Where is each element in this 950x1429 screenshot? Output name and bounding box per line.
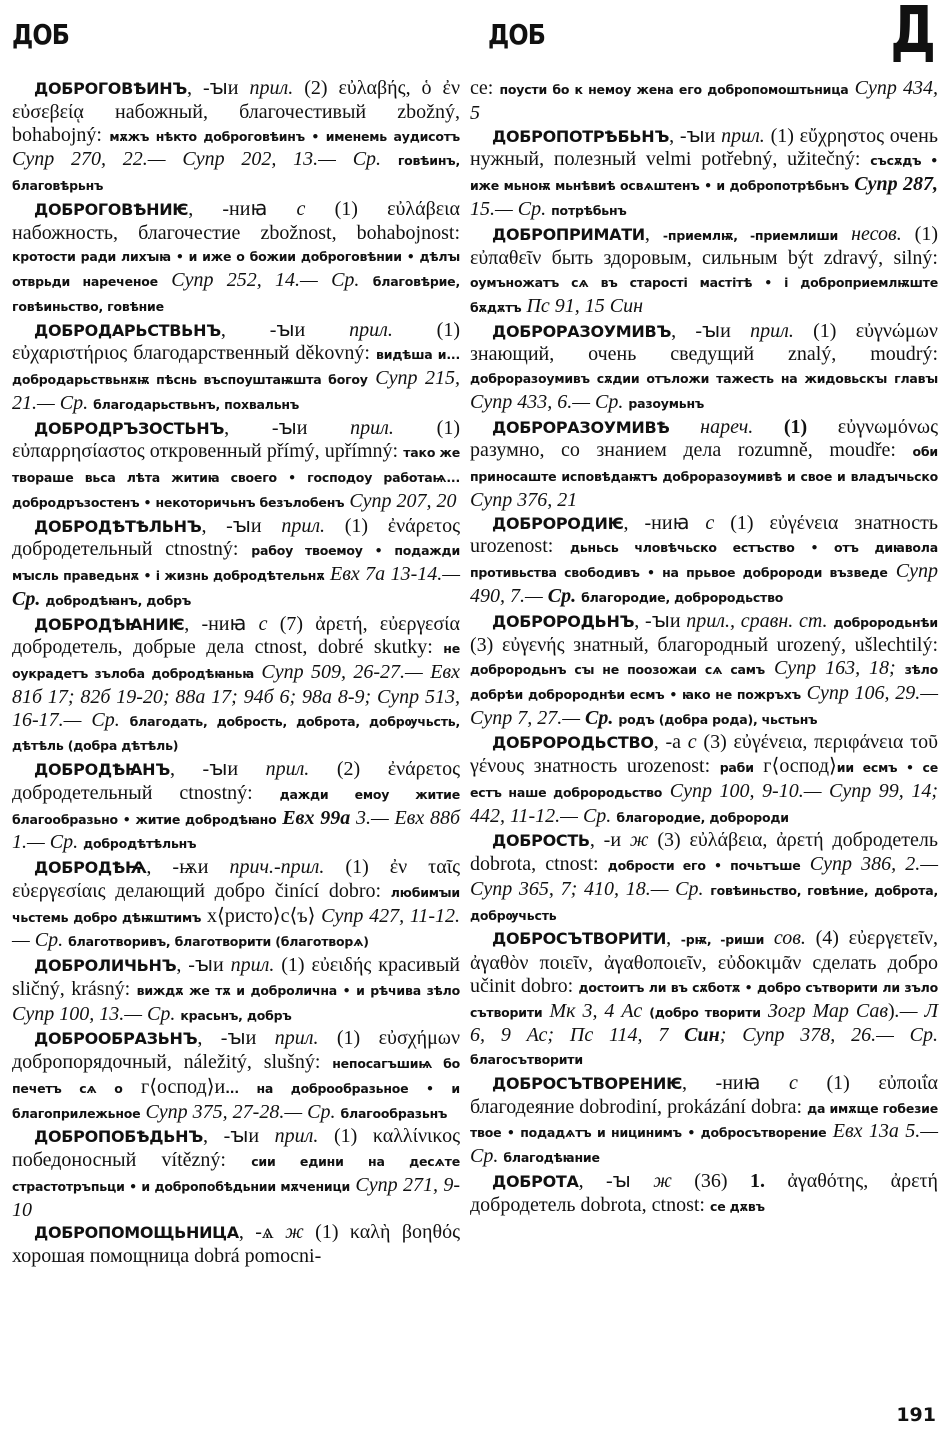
definition-text: , -ниꙗ	[682, 1071, 790, 1094]
headword: ДОБРОЛИЧЬНЪ	[34, 956, 177, 975]
headword: ДОБРОРАЗОУМИВѢ	[492, 417, 670, 437]
headword: ДОБРОДѢТѢЛЬНЪ	[34, 516, 202, 536]
grammar-or-citation: .— Л 6, 9 Ас; Пс 114, 7	[470, 999, 939, 1047]
dictionary-entry	[470, 829, 938, 927]
dictionary-entry	[12, 1125, 460, 1221]
church-slavonic-quote: се дѫвъ	[709, 1198, 765, 1214]
grammar-or-citation: ж	[285, 1221, 304, 1244]
church-slavonic-quote: мѫжъ нѣкто доброговѣинъ • именемь аудисотъ	[109, 128, 460, 144]
church-slavonic-quote: непосагъшиѩ бо печетъ сѧ о	[12, 1056, 461, 1096]
definition-text: (3) εὐγενής знатный, благородный urozený, ušlechtilý:	[470, 634, 938, 657]
headword: ДОБРОСЪТВОРИТИ	[492, 929, 667, 949]
definition-text: г⟨оспод⟩	[753, 755, 837, 777]
church-slavonic-quote: благодарьствьнъ, похвальнъ	[93, 396, 300, 412]
church-slavonic-quote: говѣиньство, говѣние, доброта, добрѹчьсть	[470, 882, 938, 923]
church-slavonic-quote: любимꙑи чьстемь добро дѣѭштимъ	[12, 884, 460, 925]
definition-text: , -ꙑи	[176, 954, 231, 976]
church-slavonic-quote: благородие, добророди	[616, 809, 789, 825]
definition-text: ἀγαθότης, ἀρετή добродетель dobrota, ctnost:	[470, 1169, 938, 1216]
definition-text: ,	[666, 927, 681, 950]
grammar-or-citation: прил.	[349, 318, 393, 341]
definition-text: (1) εὐλάβεια набожность, благочестие zbožnost, bohabojnost:	[12, 197, 460, 244]
church-slavonic-quote: ... на доброобразьное • и благоприлежьное	[12, 1080, 460, 1121]
grammar-or-citation: с	[687, 731, 697, 754]
church-slavonic-quote: кротости ради лихꙑꙗ • и иже о божии доброговѣнии • дѣлꙑ отврьди нареченое	[12, 249, 460, 289]
grammar-or-citation: с	[258, 612, 268, 635]
church-slavonic-quote: разоумьнъ	[628, 395, 705, 411]
grammar-or-citation: Супр 100, 9-10.— Супр 99, 14; 442, 11-12.— Ср.	[470, 779, 938, 827]
church-slavonic-quote: красьнъ, добръ	[180, 1007, 292, 1023]
definition-text: (2) εὐλαβής, ὁ ἐν εὐσεβείᾳ набожный, благочестивый zbožný, bohabojný:	[12, 77, 460, 146]
church-slavonic-quote: съсѫдъ • иже мьноѭ мьнѣвиѣ освѧштенъ • и добропотрѣбьнъ	[470, 153, 939, 193]
grammar-or-citation: Супр 433, 6.— Ср.	[470, 390, 629, 413]
church-slavonic-quote: оби приносаште исповѣдаѭтъ доброразоумивѣ и свое и владꙑчьско	[470, 444, 938, 484]
grammar-or-citation: ; Супр 378, 26.— Ср.	[719, 1024, 938, 1047]
grammar-or-citation: прил.	[750, 319, 794, 342]
bold-italic-text: Супр 287,	[848, 173, 938, 195]
grammar-or-citation: прил.	[274, 1027, 319, 1050]
headword: ДОБРОДѢꙖНИѤ	[34, 614, 185, 634]
church-slavonic-quote: потрѣбьнъ	[551, 202, 627, 218]
definition-text: , -ꙑи	[202, 1125, 275, 1148]
definition-text: (1) εὐποιΐα благодеяние dobrodiní, prokázání dobra:	[470, 1071, 938, 1118]
grammar-or-citation: Зогр Мар Сав	[760, 999, 889, 1022]
church-slavonic-quote: дьньсь чловѣчьско естъство • отъ диꙗвола противьства свободивъ • на прьвое добророди възведе	[470, 540, 938, 580]
running-head-right: ДОБ	[488, 18, 546, 51]
church-slavonic-quote: -рѭ, -риши	[680, 932, 765, 948]
headword: ДОБРОДѢꙖНЪ	[34, 760, 170, 779]
church-slavonic-quote: видѣша и... добродарьствьнѫѭ пѣснь въспоуштаѭшта богоу	[12, 347, 461, 387]
dictionary-entry	[12, 77, 460, 198]
church-slavonic-quote: добродѣꙗнъ, добръ	[45, 592, 192, 608]
running-head-left: ДОБ	[12, 18, 70, 51]
grammar-or-citation: прил.	[230, 954, 275, 976]
headword: ДОБРОПОБѢДЬНЪ	[34, 1127, 203, 1147]
bold-italic-text: Ср.	[547, 584, 582, 607]
definition-text: , -ꙑи	[634, 609, 687, 632]
grammar-or-citation: Супр 100, 13.— Ср.	[12, 1002, 181, 1025]
definition-text: , -ѭи	[146, 856, 230, 878]
church-slavonic-quote: рабоу твоемоу • подажди мꙑсль праведьнѫ • і жизнь добродѣтельнѫ	[12, 543, 460, 583]
definition-text: , -и	[589, 829, 630, 852]
church-slavonic-quote: добродѣтѣльнъ	[83, 836, 197, 852]
church-slavonic-quote: благосътворити	[470, 1052, 583, 1067]
headword: ДОБРОДѢѨ	[34, 858, 147, 877]
church-slavonic-quote: благодѣꙗние	[503, 1150, 600, 1165]
grammar-or-citation: Супр 490, 7.—	[470, 560, 939, 607]
grammar-or-citation: Супр 270, 22.— Супр 202, 13.— Ср.	[12, 148, 398, 171]
definition-text: (3) εὐλάβεια, ἀρετή добродетель dobrota, ctnost:	[470, 829, 938, 875]
definition-text: , -а	[653, 731, 688, 754]
definition-text: (1) ἐνάρετος добродетельный ctnostný:	[12, 514, 460, 561]
grammar-or-citation: несов.	[838, 222, 902, 245]
grammar-or-citation: ж	[653, 1169, 672, 1192]
dictionary-entry	[470, 125, 938, 223]
definition-text: , -ꙑи	[669, 124, 722, 147]
dictionary-entry	[470, 927, 938, 1072]
headword: ДОБРОРАЗОУМИВЪ	[492, 321, 672, 341]
grammar-or-citation: Супр 252, 14.— Ср.	[157, 269, 373, 291]
grammar-or-citation: Супр 434, 5	[470, 77, 939, 124]
definition-text: , -ꙑи	[169, 758, 266, 780]
headword: ДОБРОРОДИѤ	[492, 513, 624, 533]
church-slavonic-quote: да имѫще гобезие твое • подадѧтъ и ницинимъ • добросътворение	[470, 1100, 938, 1141]
definition-text: (36)	[671, 1169, 750, 1192]
church-slavonic-quote: виждѫ же тѫ и добролична • и рѣчива зѣло	[136, 982, 460, 998]
dictionary-entry	[470, 1170, 938, 1219]
church-slavonic-quote: добрости его • почьтъше	[607, 858, 801, 873]
church-slavonic-quote: доброразоумивъ сѫдии отъложи тажесть на жидовьскꙑ главꙑ	[470, 371, 938, 386]
church-slavonic-quote: доброродьнъ сꙑ не поозожаи сѧ самъ	[470, 662, 766, 677]
church-slavonic-quote: поусти бо к немоу жена его добропомоштьница	[499, 82, 849, 97]
grammar-or-citation: Супр 376, 21	[470, 488, 578, 511]
definition-text: (1) καλὴ βοηθός хорошая помощница dobrá pomocni-	[12, 1221, 460, 1267]
headword: ДОБРОРОДЬНЪ	[492, 611, 635, 631]
church-slavonic-quote: -приемлѭ, -приемлиши	[662, 227, 839, 243]
grammar-or-citation: прич.-прил.	[229, 856, 325, 878]
church-slavonic-quote: сии едини на десѧте страстотръпьци • и добропобѣдьнии мѫченици	[12, 1154, 460, 1194]
page-number: 191	[896, 1404, 936, 1426]
church-slavonic-quote: дажди емоу житие благообразьно • житие добродѣꙗно	[12, 786, 460, 827]
church-slavonic-quote: оумъножатъ сѧ въ старості мастітѣ • і доброприемлѭште бѫдѫтъ	[470, 275, 938, 315]
definition-text: , -ꙑи	[201, 514, 282, 537]
dictionary-entry	[12, 319, 460, 417]
church-slavonic-quote: не оукрадетъ зълоба добродѣꙗньꙗ	[12, 641, 460, 681]
definition-text: , -ꙑи	[224, 416, 351, 439]
definition-text: (1) εὐπαθεῖν быть здоровым, сильным být zdravý, silný:	[470, 222, 938, 270]
grammar-or-citation: прил.	[265, 758, 310, 780]
definition-text: , -ꙑи	[187, 77, 250, 99]
dictionary-entry	[470, 610, 938, 732]
headword: ДОБРОСЪТВОРЕНИѤ	[492, 1073, 682, 1093]
definition-text: (4) εὐεργετεῖν, ἀγαθὸν ποιεῖν, ἀγαθοποιεῖν, εὐδοκιμᾶν сделать добро učinit dobro:	[470, 927, 939, 997]
grammar-or-citation: Супр 106, 29.— Супр 7, 27.—	[470, 681, 939, 729]
bold-italic-text: Ср.	[585, 706, 619, 729]
headword: ДОБРОПРИМАТИ	[492, 224, 645, 244]
grammar-or-citation: прил., сравн. ст.	[686, 609, 834, 632]
church-slavonic-quote: раби	[719, 760, 754, 775]
grammar-or-citation: Супр 386, 2.— Супр 365, 7; 410, 18.— Ср.	[470, 853, 938, 900]
definition-text: , -ниꙗ	[188, 197, 297, 220]
definition-text: ce:	[470, 77, 500, 99]
church-slavonic-quote: благовѣрие, говѣиньство, говѣние	[12, 274, 460, 314]
dictionary-entry	[12, 1027, 460, 1125]
dictionary-entry	[470, 223, 938, 320]
definition-text: (1) εὐγνώμων знающий, очень сведущий znalý, moudrý:	[470, 319, 938, 366]
church-slavonic-quote: зѣло добрѣи добророднѣи есмъ • ꙗко не пожръхъ	[470, 662, 938, 702]
definition-text: (3) εὐγένεια, περιφάνεια τοῦ γένους знатность urozenost:	[470, 731, 939, 777]
grammar-or-citation: Супр 215, 21.— Ср.	[12, 367, 461, 414]
definition-text: (1) ἐν ταῖς εὐεργεσίαις делающий добро činící dobro:	[12, 856, 460, 902]
grammar-or-citation: Супр 509, 26-27.— Евх 81б 17; 82б 19-20; 88а 17; 94б 6; 98а 8-9; Супр 513, 16-17.— Ср.	[12, 661, 460, 731]
section-letter: Д	[890, 0, 936, 68]
grammar-or-citation: сов.	[764, 927, 806, 950]
grammar-or-citation: Мк 3, 4 Ас	[542, 999, 650, 1022]
church-slavonic-quote: благородие, доброродьство	[581, 589, 784, 605]
headword: ДОБРОСТЬ	[492, 831, 590, 851]
definition-text: (1) εὐπαρρησίαστος откровенный přímý, upřímný:	[12, 416, 460, 463]
headword: ДОБРОРОДЬСТВО	[492, 733, 654, 753]
dictionary-entry	[470, 320, 938, 416]
dictionary-entry	[12, 417, 460, 515]
grammar-or-citation: Евх 7а 13-14.—	[324, 563, 461, 585]
dictionary-entry	[12, 758, 460, 856]
dictionary-entry	[470, 731, 938, 829]
grammar-or-citation: Супр 375, 27-28.— Ср.	[140, 1100, 341, 1123]
definition-text: , -ꙑи	[671, 319, 751, 342]
grammar-or-citation: Супр 427, 11-12.— Ср.	[12, 904, 460, 952]
church-slavonic-quote: родъ (добра рода), чьстьнъ	[618, 711, 818, 727]
grammar-or-citation: прил.	[281, 514, 326, 537]
dictionary-entry	[12, 613, 460, 759]
church-slavonic-quote: достоитъ ли въ сѫботѫ • добро сътворити ли зъло сътворити	[470, 979, 939, 1020]
dictionary-entry	[470, 416, 938, 512]
left-column	[12, 77, 460, 1268]
definition-text: , -ѧ	[238, 1221, 286, 1244]
definition-text: )	[888, 999, 895, 1022]
grammar-or-citation: 3.— Евх 88б 1.— Ср.	[12, 806, 461, 854]
bold-italic-text: Ср.	[12, 587, 46, 610]
grammar-or-citation: Евх 13а 5.— Ср.	[470, 1120, 939, 1167]
grammar-or-citation: Супр 207, 20	[344, 489, 457, 512]
definition-text: εὐγνωμόνως разумно, со знанием дела rozumně, moudře:	[470, 415, 938, 462]
headword: ДОБРОПОТРѢБЬНЪ	[492, 126, 670, 146]
church-slavonic-quote: ии есмъ • се естъ наше доброродьство	[470, 760, 938, 800]
definition-text: , -ниꙗ	[184, 612, 259, 635]
definition-text: (7) ἀρετή, εὐεργεσία добродетель, добрые дела ctnost, dobré skutky:	[12, 612, 461, 659]
church-slavonic-quote: говѣинъ, благовѣрьнъ	[12, 153, 460, 193]
church-slavonic-quote: благотворивъ, благотворити (благотворѧ)	[68, 934, 369, 950]
definition-text: (1) εὐχαριστήριος благодарственный děkovný:	[12, 318, 460, 365]
grammar-or-citation: прил.	[274, 1125, 319, 1148]
bold-italic-text: Евх 99а	[276, 806, 351, 829]
headword: ДОБРОПОМОЩЬНИЦА	[34, 1223, 239, 1243]
grammar-or-citation: с	[296, 197, 306, 220]
grammar-or-citation: нареч.	[669, 415, 754, 438]
definition-text: , -ниꙗ	[623, 511, 706, 534]
dictionary-entry	[12, 198, 460, 319]
dictionary-entry	[12, 954, 460, 1027]
grammar-or-citation: прил.	[721, 124, 765, 147]
grammar-or-citation: прил.	[249, 77, 294, 99]
headword: ДОБРОГОВѢИНЪ	[34, 79, 188, 98]
headword: ДОБРООБРАЗЬНЪ	[34, 1029, 198, 1049]
definition-text: (1) εὐγένεια знатность urozenost:	[470, 511, 938, 558]
dictionary-entry	[470, 77, 938, 125]
definition-text: (1) εὐσχήμων добропорядочный, náležitý, slušný:	[12, 1027, 460, 1073]
grammar-or-citation: Пс 91, 15 Син	[521, 294, 644, 317]
grammar-or-citation: ж	[629, 829, 649, 852]
church-slavonic-quote: благодать, доброcть, доброта, добрѹчьсть, дѣтѣль (добра дѣтѣль)	[12, 713, 460, 754]
grammar-or-citation: с	[789, 1071, 798, 1094]
headword: ДОБРОДРЪЗОСТЬНЪ	[34, 418, 225, 438]
church-slavonic-quote: благообразьнъ	[340, 1105, 448, 1121]
grammar-or-citation: Супр 163, 18;	[765, 657, 905, 679]
headword: ДОБРОДАРЬСТВЬНЪ	[34, 320, 221, 340]
church-slavonic-quote: тако же твораше вьса лѣта житиꙗ своего • господоу работаѩ... добродръзостенъ • некоторичьнъ безълобенъ	[12, 445, 460, 510]
definition-text: (1) καλλίνικος победоносный vítězný:	[12, 1125, 460, 1171]
dictionary-entry	[12, 856, 460, 954]
grammar-or-citation: Супр 271, 9-10	[12, 1173, 460, 1221]
bold-text: 1.	[750, 1169, 765, 1192]
definition-text: (1) εὔχρηστος очень нужный, полезный velmi potřebný, užitečný:	[470, 124, 938, 171]
headword: ДОБРОГОВѢНИѤ	[34, 199, 189, 219]
definition-text: х⟨ристо⟩с⟨ъ⟩	[201, 904, 316, 927]
definition-text: (1) εὐειδής красивый sličný, krásný:	[12, 954, 460, 1000]
bold-text: (1)	[753, 415, 808, 438]
grammar-or-citation: с	[705, 511, 715, 534]
church-slavonic-quote: доброродьнѣи	[833, 614, 938, 630]
right-column	[470, 77, 938, 1218]
definition-text: г⟨оспод⟩и	[122, 1075, 226, 1098]
definition-text: , -ꙑ	[578, 1169, 654, 1192]
bold-italic-text: Син	[684, 1024, 720, 1047]
church-slavonic-quote: (добро творити	[649, 1004, 761, 1020]
grammar-or-citation: прил.	[350, 416, 394, 439]
definition-text: , -ꙑи	[197, 1027, 275, 1050]
definition-text: ,	[644, 222, 663, 245]
headword: ДОБРОТА	[492, 1171, 579, 1191]
dictionary-entry	[12, 515, 460, 613]
dictionary-entry	[470, 512, 938, 610]
definition-text: (2) ἐνάρετος добродетельный ctnostný:	[12, 758, 460, 804]
dictionary-entry	[12, 1221, 460, 1268]
grammar-or-citation: 15.— Ср.	[470, 197, 552, 220]
dictionary-entry	[470, 1072, 938, 1170]
definition-text: , -ꙑи	[220, 318, 350, 341]
